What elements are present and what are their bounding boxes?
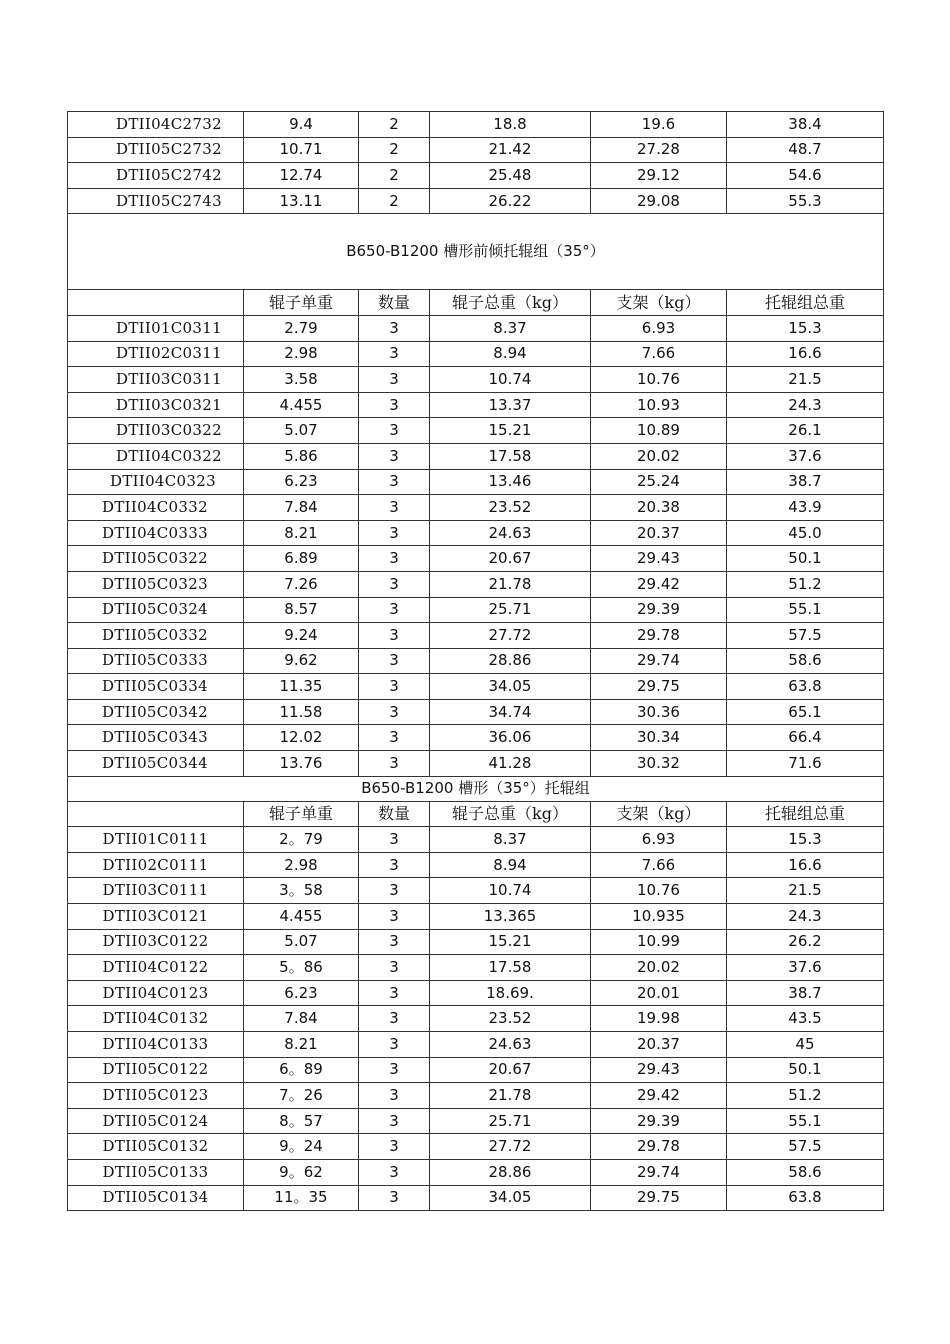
model-cell: DTII03C0321 <box>68 392 244 418</box>
model-cell: DTII03C0322 <box>68 418 244 444</box>
bracket-cell: 20.01 <box>591 980 727 1006</box>
bracket-cell: 30.34 <box>591 725 727 751</box>
roller-total-cell: 21.78 <box>430 571 591 597</box>
bracket-cell: 29.43 <box>591 546 727 572</box>
header-row <box>68 290 884 316</box>
qty-cell: 3 <box>359 520 430 546</box>
roller-unit-cell: 11.58 <box>244 699 359 725</box>
bracket-cell: 20.37 <box>591 1032 727 1058</box>
model-cell: DTII03C0311 <box>68 367 244 393</box>
qty-cell: 3 <box>359 1083 430 1109</box>
model-cell: DTII05C0323 <box>68 571 244 597</box>
roller-unit-cell: 5.07 <box>244 418 359 444</box>
qty-cell: 3 <box>359 341 430 367</box>
roller-total-cell: 28.86 <box>430 1159 591 1185</box>
roller-total-cell: 10.74 <box>430 878 591 904</box>
table-row <box>68 1083 884 1109</box>
group-total-cell: 38.7 <box>727 980 884 1006</box>
group-total-cell: 55.3 <box>727 188 884 214</box>
group-total-cell: 51.2 <box>727 1083 884 1109</box>
header-cell-bracket: 支架（kg） <box>591 801 727 827</box>
table-row <box>68 878 884 904</box>
qty-cell: 3 <box>359 623 430 649</box>
table-row <box>68 341 884 367</box>
table-row <box>68 163 884 189</box>
table-row <box>68 751 884 777</box>
bracket-cell: 29.42 <box>591 1083 727 1109</box>
model-cell: DTII05C2743 <box>68 188 244 214</box>
model-cell: DTII02C0311 <box>68 341 244 367</box>
group-total-cell: 37.6 <box>727 955 884 981</box>
table-row <box>68 137 884 163</box>
model-cell: DTII04C0322 <box>68 443 244 469</box>
roller-total-cell: 18.69. <box>430 980 591 1006</box>
roller-unit-cell: 11。35 <box>244 1185 359 1211</box>
roller-total-cell: 23.52 <box>430 1006 591 1032</box>
section-title-row <box>68 214 884 290</box>
group-total-cell: 16.6 <box>727 852 884 878</box>
roller-total-cell: 20.67 <box>430 546 591 572</box>
roller-unit-cell: 7.84 <box>244 1006 359 1032</box>
roller-total-cell: 25.48 <box>430 163 591 189</box>
bracket-cell: 29.12 <box>591 163 727 189</box>
table-row <box>68 392 884 418</box>
header-cell-qty: 数量 <box>359 801 430 827</box>
model-cell: DTII05C0342 <box>68 699 244 725</box>
roller-unit-cell: 7。26 <box>244 1083 359 1109</box>
table-row <box>68 520 884 546</box>
roller-total-cell: 17.58 <box>430 955 591 981</box>
roller-total-cell: 24.63 <box>430 1032 591 1058</box>
header-cell-group-total: 托辊组总重 <box>727 801 884 827</box>
group-total-cell: 45 <box>727 1032 884 1058</box>
qty-cell: 3 <box>359 725 430 751</box>
model-cell: DTII05C0124 <box>68 1108 244 1134</box>
roller-total-cell: 25.71 <box>430 1108 591 1134</box>
section-title: B650-B1200 槽形前倾托辊组（35°） <box>68 214 884 290</box>
group-total-cell: 16.6 <box>727 341 884 367</box>
roller-unit-cell: 2.79 <box>244 315 359 341</box>
bracket-cell: 25.24 <box>591 469 727 495</box>
header-cell-roller-unit: 辊子单重 <box>244 290 359 316</box>
bracket-cell: 20.38 <box>591 495 727 521</box>
bracket-cell: 29.78 <box>591 1134 727 1160</box>
group-total-cell: 43.9 <box>727 495 884 521</box>
table-row <box>68 1057 884 1083</box>
roller-total-cell: 10.74 <box>430 367 591 393</box>
header-cell-model <box>68 290 244 316</box>
group-total-cell: 50.1 <box>727 1057 884 1083</box>
group-total-cell: 58.6 <box>727 1159 884 1185</box>
qty-cell: 2 <box>359 112 430 138</box>
model-cell: DTII03C0121 <box>68 904 244 930</box>
table-row <box>68 112 884 138</box>
group-total-cell: 15.3 <box>727 827 884 853</box>
bracket-cell: 10.99 <box>591 929 727 955</box>
qty-cell: 2 <box>359 188 430 214</box>
qty-cell: 2 <box>359 163 430 189</box>
table-row <box>68 418 884 444</box>
model-cell: DTII04C0333 <box>68 520 244 546</box>
group-total-cell: 66.4 <box>727 725 884 751</box>
header-cell-roller-total: 辊子总重（kg） <box>430 801 591 827</box>
bracket-cell: 29.08 <box>591 188 727 214</box>
qty-cell: 3 <box>359 980 430 1006</box>
roller-unit-cell: 8。57 <box>244 1108 359 1134</box>
model-cell: DTII05C0344 <box>68 751 244 777</box>
roller-unit-cell: 13.11 <box>244 188 359 214</box>
table-row <box>68 725 884 751</box>
roller-unit-cell: 8.57 <box>244 597 359 623</box>
qty-cell: 3 <box>359 571 430 597</box>
group-total-cell: 63.8 <box>727 1185 884 1211</box>
roller-total-cell: 34.05 <box>430 674 591 700</box>
qty-cell: 3 <box>359 1006 430 1032</box>
qty-cell: 3 <box>359 751 430 777</box>
table-row <box>68 674 884 700</box>
bracket-cell: 29.74 <box>591 1159 727 1185</box>
table-row <box>68 597 884 623</box>
roller-unit-cell: 5.86 <box>244 443 359 469</box>
roller-total-cell: 18.8 <box>430 112 591 138</box>
model-cell: DTII04C2732 <box>68 112 244 138</box>
roller-total-cell: 25.71 <box>430 597 591 623</box>
model-cell: DTII04C0132 <box>68 1006 244 1032</box>
bracket-cell: 29.75 <box>591 1185 727 1211</box>
header-cell-qty: 数量 <box>359 290 430 316</box>
model-cell: DTII05C0332 <box>68 623 244 649</box>
table-row <box>68 443 884 469</box>
header-cell-roller-unit: 辊子单重 <box>244 801 359 827</box>
roller-unit-cell: 7.26 <box>244 571 359 597</box>
bracket-cell: 10.935 <box>591 904 727 930</box>
bracket-cell: 29.42 <box>591 571 727 597</box>
model-cell: DTII04C0123 <box>68 980 244 1006</box>
table-row <box>68 955 884 981</box>
roller-total-cell: 17.58 <box>430 443 591 469</box>
roller-total-cell: 8.37 <box>430 315 591 341</box>
table-row <box>68 904 884 930</box>
roller-unit-cell: 2.98 <box>244 852 359 878</box>
roller-unit-cell: 12.02 <box>244 725 359 751</box>
group-total-cell: 48.7 <box>727 137 884 163</box>
bracket-cell: 20.02 <box>591 955 727 981</box>
roller-total-cell: 27.72 <box>430 623 591 649</box>
header-row <box>68 801 884 827</box>
bracket-cell: 29.78 <box>591 623 727 649</box>
qty-cell: 3 <box>359 597 430 623</box>
qty-cell: 3 <box>359 1185 430 1211</box>
qty-cell: 3 <box>359 1057 430 1083</box>
roller-unit-cell: 5.07 <box>244 929 359 955</box>
model-cell: DTII05C0132 <box>68 1134 244 1160</box>
table-row <box>68 1006 884 1032</box>
table-row <box>68 469 884 495</box>
group-total-cell: 21.5 <box>727 367 884 393</box>
group-total-cell: 21.5 <box>727 878 884 904</box>
bracket-cell: 10.93 <box>591 392 727 418</box>
roller-unit-cell: 5。86 <box>244 955 359 981</box>
bracket-cell: 29.39 <box>591 597 727 623</box>
model-cell: DTII05C0322 <box>68 546 244 572</box>
roller-unit-cell: 6.23 <box>244 980 359 1006</box>
group-total-cell: 65.1 <box>727 699 884 725</box>
group-total-cell: 37.6 <box>727 443 884 469</box>
bracket-cell: 29.39 <box>591 1108 727 1134</box>
qty-cell: 3 <box>359 648 430 674</box>
group-total-cell: 51.2 <box>727 571 884 597</box>
group-total-cell: 24.3 <box>727 392 884 418</box>
roller-total-cell: 20.67 <box>430 1057 591 1083</box>
model-cell: DTII05C0333 <box>68 648 244 674</box>
roller-unit-cell: 9.62 <box>244 648 359 674</box>
qty-cell: 3 <box>359 1159 430 1185</box>
table-row <box>68 1032 884 1058</box>
section1-body <box>68 315 884 776</box>
qty-cell: 3 <box>359 1108 430 1134</box>
bracket-cell: 29.75 <box>591 674 727 700</box>
table-row <box>68 1134 884 1160</box>
qty-cell: 3 <box>359 852 430 878</box>
group-total-cell: 15.3 <box>727 315 884 341</box>
model-cell: DTII05C0133 <box>68 1159 244 1185</box>
roller-total-cell: 27.72 <box>430 1134 591 1160</box>
table-row <box>68 929 884 955</box>
qty-cell: 3 <box>359 827 430 853</box>
model-cell: DTII01C0311 <box>68 315 244 341</box>
bracket-cell: 6.93 <box>591 827 727 853</box>
group-total-cell: 38.7 <box>727 469 884 495</box>
group-total-cell: 26.1 <box>727 418 884 444</box>
roller-weight-table <box>67 111 884 1211</box>
bracket-cell: 10.76 <box>591 367 727 393</box>
roller-unit-cell: 10.71 <box>244 137 359 163</box>
qty-cell: 3 <box>359 443 430 469</box>
table-row <box>68 623 884 649</box>
roller-total-cell: 15.21 <box>430 418 591 444</box>
table-row <box>68 188 884 214</box>
roller-total-cell: 23.52 <box>430 495 591 521</box>
model-cell: DTII04C0323 <box>68 469 244 495</box>
bracket-cell: 19.6 <box>591 112 727 138</box>
roller-total-cell: 36.06 <box>430 725 591 751</box>
group-total-cell: 43.5 <box>727 1006 884 1032</box>
group-total-cell: 24.3 <box>727 904 884 930</box>
table-row <box>68 1185 884 1211</box>
group-total-cell: 63.8 <box>727 674 884 700</box>
group-total-cell: 71.6 <box>727 751 884 777</box>
model-cell: DTII04C0122 <box>68 955 244 981</box>
roller-unit-cell: 6.23 <box>244 469 359 495</box>
bracket-cell: 6.93 <box>591 315 727 341</box>
header-cell-roller-total: 辊子总重（kg） <box>430 290 591 316</box>
roller-total-cell: 8.37 <box>430 827 591 853</box>
qty-cell: 3 <box>359 674 430 700</box>
table-row <box>68 571 884 597</box>
roller-total-cell: 34.05 <box>430 1185 591 1211</box>
qty-cell: 2 <box>359 137 430 163</box>
model-cell: DTII05C0334 <box>68 674 244 700</box>
bracket-cell: 7.66 <box>591 852 727 878</box>
header-cell-group-total: 托辊组总重 <box>727 290 884 316</box>
qty-cell: 3 <box>359 904 430 930</box>
bracket-cell: 10.89 <box>591 418 727 444</box>
roller-unit-cell: 11.35 <box>244 674 359 700</box>
model-cell: DTII05C0122 <box>68 1057 244 1083</box>
qty-cell: 3 <box>359 469 430 495</box>
bracket-cell: 10.76 <box>591 878 727 904</box>
model-cell: DTII01C0111 <box>68 827 244 853</box>
bracket-cell: 20.37 <box>591 520 727 546</box>
roller-total-cell: 8.94 <box>430 852 591 878</box>
model-cell: DTII04C0332 <box>68 495 244 521</box>
section2-body <box>68 827 884 1211</box>
roller-unit-cell: 8.21 <box>244 520 359 546</box>
model-cell: DTII05C0343 <box>68 725 244 751</box>
bracket-cell: 27.28 <box>591 137 727 163</box>
roller-unit-cell: 6。89 <box>244 1057 359 1083</box>
qty-cell: 3 <box>359 392 430 418</box>
roller-unit-cell: 7.84 <box>244 495 359 521</box>
bracket-cell: 30.36 <box>591 699 727 725</box>
roller-total-cell: 15.21 <box>430 929 591 955</box>
model-cell: DTII05C2742 <box>68 163 244 189</box>
bracket-cell: 7.66 <box>591 341 727 367</box>
header-cell-bracket: 支架（kg） <box>591 290 727 316</box>
table-row <box>68 546 884 572</box>
roller-unit-cell: 13.76 <box>244 751 359 777</box>
roller-unit-cell: 3。58 <box>244 878 359 904</box>
model-cell: DTII04C0133 <box>68 1032 244 1058</box>
roller-total-cell: 24.63 <box>430 520 591 546</box>
group-total-cell: 58.6 <box>727 648 884 674</box>
roller-unit-cell: 6.89 <box>244 546 359 572</box>
table-row <box>68 1159 884 1185</box>
bracket-cell: 30.32 <box>591 751 727 777</box>
qty-cell: 3 <box>359 699 430 725</box>
group-total-cell: 45.0 <box>727 520 884 546</box>
table-row <box>68 315 884 341</box>
roller-total-cell: 8.94 <box>430 341 591 367</box>
group-total-cell: 55.1 <box>727 1108 884 1134</box>
table-row <box>68 648 884 674</box>
roller-unit-cell: 9.24 <box>244 623 359 649</box>
model-cell: DTII05C0134 <box>68 1185 244 1211</box>
model-cell: DTII05C0324 <box>68 597 244 623</box>
roller-total-cell: 21.42 <box>430 137 591 163</box>
qty-cell: 3 <box>359 418 430 444</box>
table-row <box>68 827 884 853</box>
roller-unit-cell: 9.4 <box>244 112 359 138</box>
roller-total-cell: 13.365 <box>430 904 591 930</box>
roller-unit-cell: 8.21 <box>244 1032 359 1058</box>
bracket-cell: 19.98 <box>591 1006 727 1032</box>
roller-total-cell: 41.28 <box>430 751 591 777</box>
qty-cell: 3 <box>359 1032 430 1058</box>
roller-unit-cell: 2.98 <box>244 341 359 367</box>
roller-unit-cell: 4.455 <box>244 392 359 418</box>
model-cell: DTII03C0111 <box>68 878 244 904</box>
roller-total-cell: 13.46 <box>430 469 591 495</box>
qty-cell: 3 <box>359 367 430 393</box>
qty-cell: 3 <box>359 955 430 981</box>
qty-cell: 3 <box>359 1134 430 1160</box>
roller-unit-cell: 3.58 <box>244 367 359 393</box>
group-total-cell: 38.4 <box>727 112 884 138</box>
roller-total-cell: 34.74 <box>430 699 591 725</box>
roller-unit-cell: 2。79 <box>244 827 359 853</box>
group-total-cell: 50.1 <box>727 546 884 572</box>
group-total-cell: 26.2 <box>727 929 884 955</box>
roller-unit-cell: 9。62 <box>244 1159 359 1185</box>
qty-cell: 3 <box>359 495 430 521</box>
qty-cell: 3 <box>359 929 430 955</box>
qty-cell: 3 <box>359 315 430 341</box>
model-cell: DTII05C2732 <box>68 137 244 163</box>
table-row <box>68 495 884 521</box>
table-row <box>68 852 884 878</box>
table-row <box>68 367 884 393</box>
group-total-cell: 55.1 <box>727 597 884 623</box>
roller-total-cell: 21.78 <box>430 1083 591 1109</box>
roller-unit-cell: 9。24 <box>244 1134 359 1160</box>
table-row <box>68 980 884 1006</box>
section-title: B650-B1200 槽形（35°）托辊组 <box>68 776 884 801</box>
roller-unit-cell: 4.455 <box>244 904 359 930</box>
group-total-cell: 54.6 <box>727 163 884 189</box>
bracket-cell: 29.74 <box>591 648 727 674</box>
bracket-cell: 29.43 <box>591 1057 727 1083</box>
group-total-cell: 57.5 <box>727 623 884 649</box>
roller-total-cell: 13.37 <box>430 392 591 418</box>
bracket-cell: 20.02 <box>591 443 727 469</box>
table-row <box>68 699 884 725</box>
section-title-row <box>68 776 884 801</box>
roller-unit-cell: 12.74 <box>244 163 359 189</box>
table-row <box>68 1108 884 1134</box>
roller-total-cell: 28.86 <box>430 648 591 674</box>
qty-cell: 3 <box>359 878 430 904</box>
model-cell: DTII05C0123 <box>68 1083 244 1109</box>
group-total-cell: 57.5 <box>727 1134 884 1160</box>
header-cell-model <box>68 801 244 827</box>
roller-total-cell: 26.22 <box>430 188 591 214</box>
model-cell: DTII02C0111 <box>68 852 244 878</box>
model-cell: DTII03C0122 <box>68 929 244 955</box>
qty-cell: 3 <box>359 546 430 572</box>
